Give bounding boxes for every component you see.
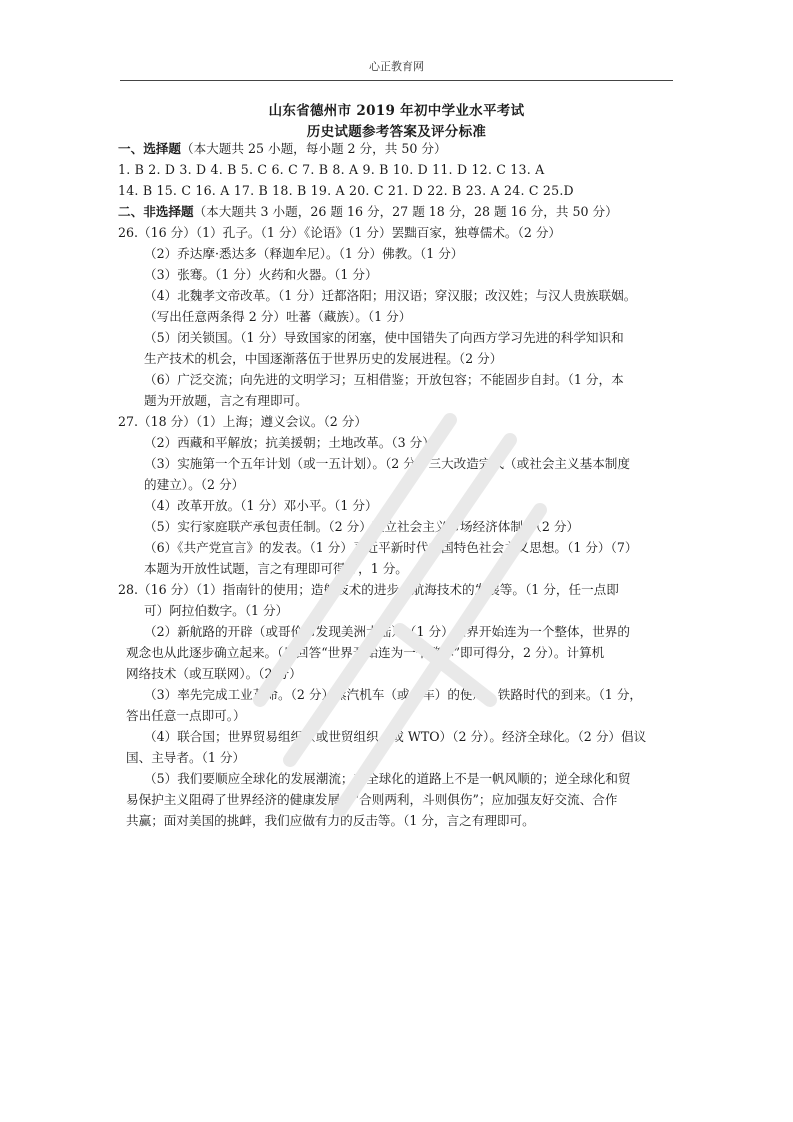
section2-note: （本大题共 3 小题，26 题 16 分，27 题 18 分，28 题 16 分，共 50 分）: [193, 204, 618, 219]
q28-line: 网络技术（或互联网）。（2 分）: [126, 666, 302, 681]
q28-line: （5）我们要顺应全球化的发展潮流；在全球化的道路上不是一帆风顺的；逆全球化和贸: [144, 771, 631, 786]
q26-line: 26.（16 分）（1）孔子。（1 分）《论语》（1 分）罢黜百家，独尊儒术。（2 分）: [118, 225, 562, 240]
q26-line: 生产技术的机会，中国逐渐落伍于世界历史的发展进程。（2 分）: [144, 351, 503, 366]
q27-line: （6）《共产党宣言》的发表。（1 分）习近平新时代中国特色社会主义思想。（1 分）（7）: [144, 540, 638, 555]
q27-line: （4）改革开放。（1 分）邓小平。（1 分）: [144, 498, 378, 513]
q27-line: （3）实施第一个五年计划（或一五计划）。（2 分）三大改造完成（或社会主义基本制度: [144, 456, 630, 471]
section1-label: 一、选择题: [118, 141, 181, 156]
section2-heading: [118, 201, 678, 222]
exam-title: 山东省德州市 2019 年初中学业水平考试: [268, 103, 525, 119]
exam-subtitle: 历史试题参考答案及评分标准: [306, 124, 487, 140]
q28-line: （2）新航路的开辟（或哥伦布发现美洲大陆）。（1 分）世界开始连为一个整体，世界的: [144, 624, 630, 639]
mc-answers-row1: 1. B 2. D 3. D 4. B 5. C 6. C 7. B 8. A 9. B 10. D 11. D 12. C 13. A: [118, 162, 545, 177]
q27-line: 27.（18 分）（1）上海；遵义会议。（2 分）: [118, 414, 367, 429]
q28-line: 易保护主义阻碍了世界经济的健康发展；“合则两利，斗则俱伤”；应加强友好交流、合作: [126, 792, 618, 807]
q26-line: （2）乔达摩·悉达多（释迦牟尼）。（1 分）佛教。（1 分）: [144, 246, 464, 261]
q28-line: 可）阿拉伯数字。（1 分）: [144, 603, 289, 618]
q26-line: （写出任意两条得 2 分）吐蕃（藏族）。（1 分）: [144, 309, 412, 324]
q26-line: （3）张骞。（1 分）火药和火器。（1 分）: [144, 267, 378, 282]
q26-line: （4）北魏孝文帝改革。（1 分）迁都洛阳；用汉语；穿汉服；改汉姓；与汉人贵族联姻。: [144, 288, 637, 303]
mc-answers-row2: 14. B 15. C 16. A 17. B 18. B 19. A 20. C 21. D 22. B 23. A 24. C 25.D: [118, 183, 574, 198]
q27-line: （5）实行家庭联产承包责任制。（2 分）建立社会主义市场经济体制。（2 分）: [144, 519, 580, 534]
q27-line: （2）西藏和平解放；抗美援朝；土地改革。（3 分）: [144, 435, 435, 450]
q27-line: 的建立）。（2 分）: [144, 477, 245, 492]
section1-heading: [118, 138, 678, 159]
q26-line: 题为开放题，言之有理即可。: [144, 393, 308, 408]
q28-line: （4）联合国；世界贸易组织（或世贸组织，或 WTO）（2 分）。经济全球化。（2 分）倡议: [144, 729, 647, 744]
section1-note: （本大题共 25 小题，每小题 2 分，共 50 分）: [180, 141, 447, 156]
q28-line: 答出任意一点即可。）: [126, 708, 246, 723]
q28-line: 观念也从此逐步确立起来。（只回答“世界开始连为一个整体”即可得分，2 分）。计算机: [126, 645, 605, 660]
answer-content: [118, 138, 678, 831]
header-divider: [120, 80, 673, 81]
q26-line: （6）广泛交流；向先进的文明学习；互相借鉴；开放包容；不能固步自封。（1 分，本: [144, 372, 624, 387]
q28-line: 共赢；面对美国的挑衅，我们应做有力的反击等。（1 分，言之有理即可。: [126, 813, 535, 828]
q27-line: 本题为开放性试题，言之有理即可得分，1 分。: [144, 561, 408, 576]
q28-line: （3）率先完成工业革命。（2 分）蒸汽机车（或火车）的使用；铁路时代的到来。（1 分，: [144, 687, 643, 702]
q28-line: 国、主导者。（1 分）: [126, 750, 246, 765]
q26-line: （5）闭关锁国。（1 分）导致国家的闭塞，使中国错失了向西方学习先进的科学知识和: [144, 330, 624, 345]
page-header-site: 心正教育网: [369, 60, 424, 73]
q28-line: 28.（16 分）（1）指南针的使用；造船技术的进步；航海技术的发展等。（1 分，任一点即: [118, 582, 619, 597]
section2-label: 二、非选择题: [118, 204, 194, 219]
